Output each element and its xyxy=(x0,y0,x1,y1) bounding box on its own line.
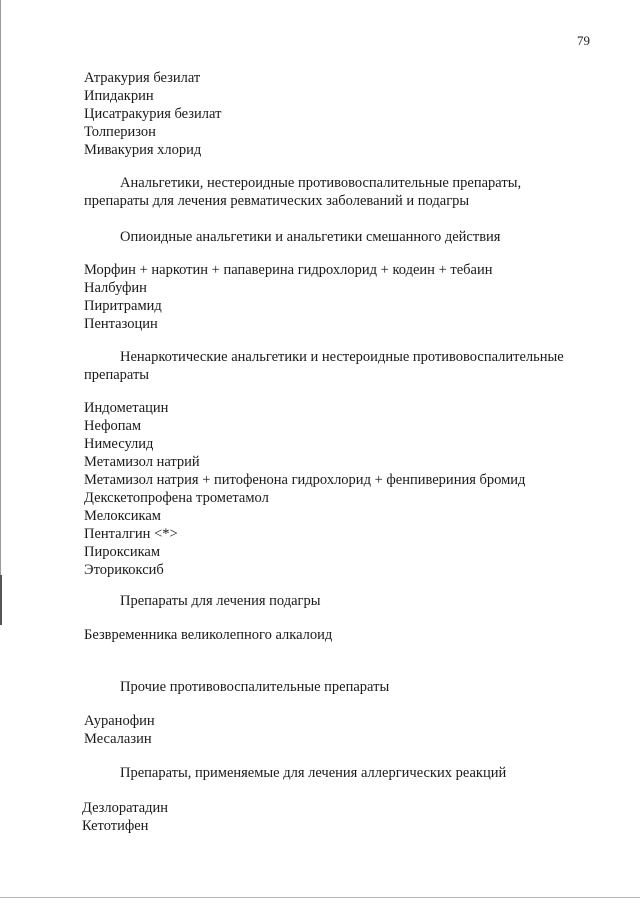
list-item: Ауранофин xyxy=(84,713,155,729)
heading-line: препараты xyxy=(84,367,150,383)
drug-list-muscle-relaxants xyxy=(84,69,221,159)
list-item: Эторикоксиб xyxy=(84,562,164,578)
list-item: Ипидакрин xyxy=(84,88,154,104)
list-item: Месалазин xyxy=(84,731,152,747)
list-item: Пенталгин <*> xyxy=(84,526,178,542)
scan-left-edge xyxy=(0,0,1,625)
heading-line: Препараты, применяемые для лечения аллергических реакций xyxy=(120,765,507,781)
scan-left-edge-mark xyxy=(0,575,2,625)
heading-line: Ненаркотические анальгетики и нестероидные противовоспалительные xyxy=(120,349,564,365)
drug-list-antiallergic xyxy=(82,799,168,835)
subsection-heading-nsaid xyxy=(84,348,564,384)
list-item: Пиритрамид xyxy=(84,298,162,314)
drug-list-opioid xyxy=(84,261,492,333)
list-item: Мелоксикам xyxy=(84,508,161,524)
drug-list-nsaid xyxy=(84,399,525,579)
list-item: Дезлоратадин xyxy=(82,800,169,816)
list-item: Нимесулид xyxy=(84,436,154,452)
drug-list-other-antiinflammatory xyxy=(84,712,155,748)
subsection-heading-opioid xyxy=(120,228,500,246)
heading-line: Анальгетики, нестероидные противовоспалительные препараты, xyxy=(120,175,522,191)
list-item: Декскетопрофена трометамол xyxy=(84,490,269,506)
list-item: Атракурия безилат xyxy=(84,70,201,86)
list-item: Цисатракурия безилат xyxy=(84,106,222,122)
scan-bottom-edge xyxy=(0,897,640,898)
heading-line: Прочие противовоспалительные препараты xyxy=(120,679,390,695)
list-item: Мивакурия хлорид xyxy=(84,142,202,158)
section-heading-analgesics xyxy=(84,174,521,210)
list-item: Кетотифен xyxy=(82,818,149,834)
list-item: Безвременника великолепного алкалоид xyxy=(84,627,333,643)
list-item: Толперизон xyxy=(84,124,156,140)
page-number: 79 xyxy=(577,33,590,48)
heading-line: препараты для лечения ревматических заболеваний и подагры xyxy=(84,193,470,209)
list-item: Метамизол натрий xyxy=(84,454,200,470)
list-item: Индометацин xyxy=(84,400,169,416)
list-item: Нефопам xyxy=(84,418,142,434)
subsection-heading-gout xyxy=(120,592,320,610)
list-item: Налбуфин xyxy=(84,280,147,296)
list-item: Пироксикам xyxy=(84,544,161,560)
subsection-heading-other-antiinflammatory xyxy=(120,678,389,696)
list-item: Пентазоцин xyxy=(84,316,158,332)
drug-list-gout xyxy=(84,626,332,644)
heading-line: Препараты для лечения подагры xyxy=(120,593,321,609)
list-item: Метамизол натрия + питофенона гидрохлорид + фенпивериния бромид xyxy=(84,472,526,488)
heading-line: Опиоидные анальгетики и анальгетики смешанного действия xyxy=(120,229,501,245)
list-item: Морфин + наркотин + папаверина гидрохлорид + кодеин + тебаин xyxy=(84,262,493,278)
section-heading-antiallergic xyxy=(120,764,506,782)
